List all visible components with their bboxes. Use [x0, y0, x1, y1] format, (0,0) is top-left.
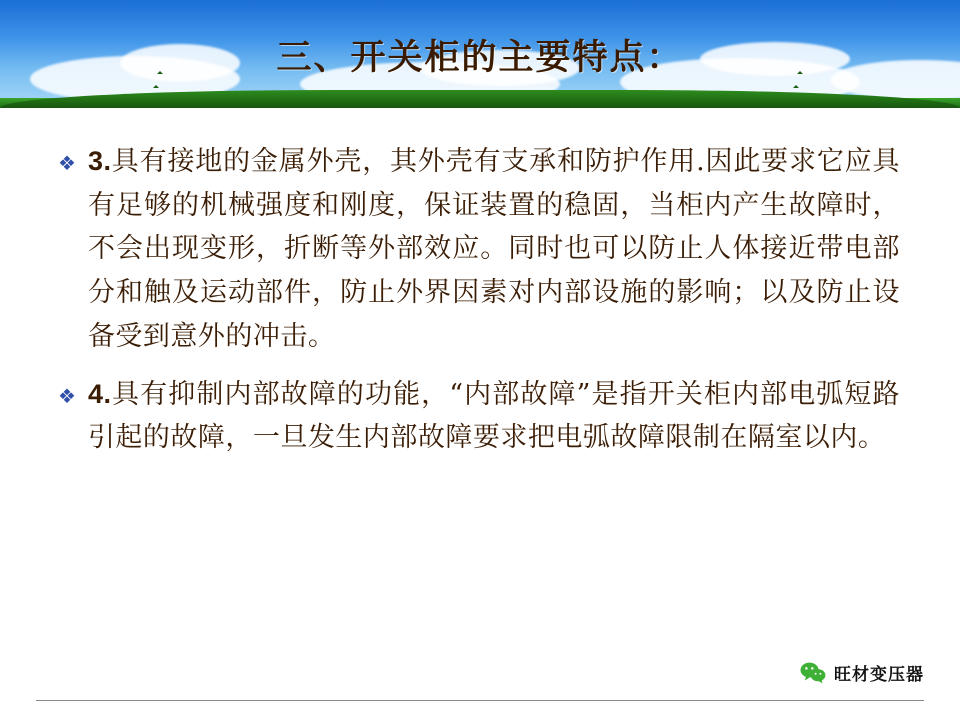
slide-title: 三、开关柜的主要特点： — [276, 37, 684, 78]
bullet-paragraph — [88, 140, 900, 359]
bullet-item — [0, 373, 960, 460]
slide-body — [0, 140, 960, 660]
footer-brand — [800, 660, 924, 685]
diamond-bullet-icon: ❖ — [58, 385, 76, 408]
bullet-body-text: 具有接地的金属外壳，其外壳有支承和防护作用.因此要求它应具有足够的机械强度和刚度，保证装置的稳固，当柜内产生故障时，不会出现变形，折断等外部效应。同时也可以防止人体接近带电部分和触及运动部件，防止外界因素对内部设施的影响；以及防止设备受到意外的冲击。 — [87, 146, 900, 352]
diamond-bullet-icon: ❖ — [58, 153, 76, 175]
grass-ridge — [0, 90, 960, 108]
brand-name: 旺材变压器 — [834, 665, 924, 685]
bullet-number: 4. — [87, 378, 112, 409]
bullet-body-text: 具有抑制内部故障的功能，“内部故障”是指开关柜内部电弧短路引起的故障，一旦发生内部故障要求把电弧故障限制在隔室以内。 — [87, 378, 900, 454]
bullet-number: 3. — [87, 146, 112, 176]
bullet-paragraph — [88, 373, 900, 460]
bullet-item — [0, 140, 960, 359]
footer-divider — [36, 700, 924, 701]
wechat-icon — [800, 662, 826, 684]
